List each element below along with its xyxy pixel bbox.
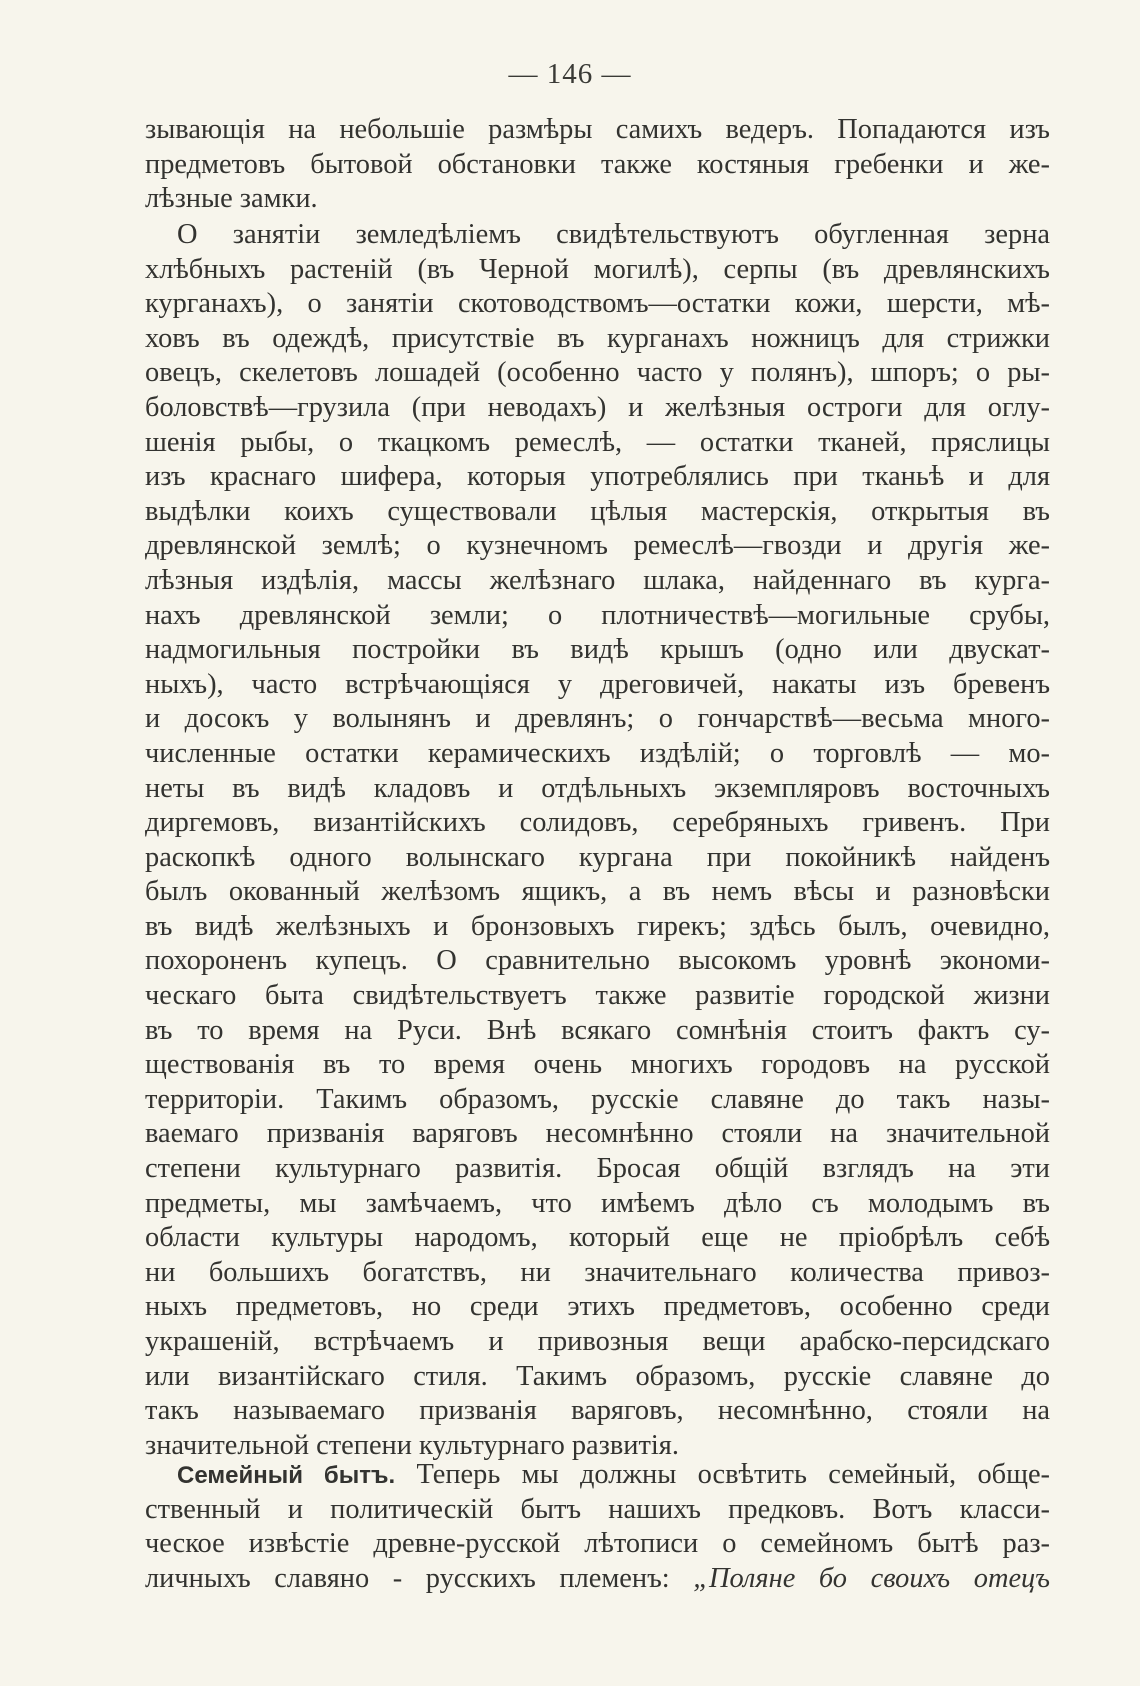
paragraph-line — [145, 1458, 1050, 1493]
paragraph-line: предметы, мы замѣчаемъ, что имѣемъ дѣло съ молодымъ въ — [145, 1187, 1050, 1219]
paragraph-line: въ видѣ желѣзныхъ и бронзовыхъ гирекъ; здѣсь былъ, очевидно, — [145, 910, 1050, 942]
paragraph-line: предметовъ бытовой обстановки также костяныя гребенки и же- — [145, 148, 1050, 180]
paragraph-economy — [145, 218, 1050, 1463]
paragraph-line: и досокъ у волынянъ и древлянъ; о гончарствѣ—весьма много- — [145, 703, 1050, 735]
paragraph-line: диргемовъ, византійскихъ солидовъ, серебряныхъ гривенъ. При — [145, 807, 1050, 839]
paragraph-line: значительной степени культурнаго развитія. — [145, 1429, 679, 1461]
paragraph-line: ществованія въ то время очень многихъ городовъ на русской — [145, 1049, 1050, 1081]
paragraph-line: овецъ, скелетовъ лошадей (особенно часто у полянъ), шпоръ; о ры- — [145, 357, 1050, 389]
paragraph-line — [145, 1562, 1050, 1597]
paragraph-line: хлѣбныхъ растеній (въ Черной могилѣ), серпы (въ древлянскихъ — [145, 253, 1050, 285]
paragraph-line: О занятіи земледѣліемъ свидѣтельствуютъ обугленная зерна — [177, 219, 1050, 250]
paragraph-line: степени культурнаго развитія. Бросая общій взглядъ на эти — [145, 1153, 1050, 1185]
paragraph-line: численные остатки керамическихъ издѣлій; о торговлѣ — мо- — [145, 737, 1050, 769]
paragraph-line: ческаго быта свидѣтельствуетъ также развитіе городской жизни — [145, 980, 1050, 1012]
paragraph-line: былъ окованный желѣзомъ ящикъ, а въ немъ вѣсы и разновѣски — [145, 876, 1050, 908]
paragraph-line: въ то время на Руси. Внѣ всякаго сомнѣнія стоитъ фактъ су- — [145, 1014, 1050, 1046]
paragraph-line: области культуры народомъ, который еще не пріобрѣлъ себѣ — [145, 1222, 1050, 1254]
paragraph-line: ныхъ), часто встрѣчающіяся у дреговичей, накаты изъ бревенъ — [145, 668, 1050, 700]
paragraph-line: ховъ въ одеждѣ, присутствіе въ курганахъ ножницъ для стрижки — [145, 322, 1050, 354]
paragraph-line: шенія рыбы, о ткацкомъ ремеслѣ, — остатки тканей, пряслицы — [145, 426, 1050, 458]
paragraph-line: похороненъ купецъ. О сравнительно высокомъ уровнѣ экономи- — [145, 945, 1050, 977]
paragraph-line: изъ краснаго шифера, которыя употреблялись при тканьѣ и для — [145, 461, 1050, 493]
line-text: личныхъ славяно - русскихъ племенъ: — [145, 1562, 694, 1594]
paragraph-line: курганахъ), о занятіи скотоводствомъ—остатки кожи, шерсти, мѣ- — [145, 288, 1050, 320]
paragraph-line: территоріи. Такимъ образомъ, русскіе славяне до такъ назы- — [145, 1083, 1050, 1115]
paragraph-continuation — [145, 113, 1050, 217]
paragraph-line: нахъ древлянской земли; о плотничествѣ—могильные срубы, — [145, 599, 1050, 631]
paragraph-line: украшеній, встрѣчаемъ и привозныя вещи арабско-персидскаго — [145, 1326, 1050, 1357]
section-heading: Семейный бытъ. — [177, 1462, 396, 1489]
paragraph-line: лѣзныя издѣлія, массы желѣзнаго шлака, найденнаго въ курга- — [145, 564, 1050, 596]
paragraph-line: ственный и политическій бытъ нашихъ предковъ. Вотъ класси- — [145, 1493, 1050, 1525]
line-text: Теперь мы должны освѣтить семейный, обще- — [395, 1459, 1051, 1490]
chronicle-quote: „Поляне бо своихъ отецъ — [693, 1562, 1050, 1594]
paragraph-line: ческое извѣстіе древне-русской лѣтописи о семейномъ бытѣ раз- — [145, 1528, 1050, 1560]
paragraph-family-life — [145, 1458, 1050, 1596]
paragraph-line: боловствѣ—грузила (при неводахъ) и желѣзныя остроги для оглу- — [145, 391, 1050, 423]
paragraph-line: неты въ видѣ кладовъ и отдѣльныхъ экземпляровъ восточныхъ — [145, 772, 1050, 804]
paragraph-line: ваемаго призванія варяговъ несомнѣнно стояли на значительной — [145, 1118, 1050, 1150]
paragraph-line: раскопкѣ одного волынскаго кургана при покойникѣ найденъ — [145, 841, 1050, 873]
paragraph-line: ныхъ предметовъ, но среди этихъ предметовъ, особенно среди — [145, 1291, 1050, 1323]
paragraph-line: ни большихъ богатствъ, ни значительнаго количества привоз- — [145, 1256, 1050, 1288]
paragraph-line: или византійскаго стиля. Такимъ образомъ, русскіе славяне до — [145, 1360, 1050, 1392]
paragraph-line: зывающія на небольшіе размѣры самихъ ведеръ. Попадаются изъ — [145, 114, 1050, 145]
paragraph-line: такъ называемаго призванія варяговъ, несомнѣнно, стояли на — [145, 1395, 1050, 1427]
paragraph-line: надмогильныя постройки въ видѣ крышъ (одно или двускат- — [145, 634, 1050, 666]
paragraph-line: лѣзные замки. — [145, 183, 318, 215]
paragraph-line: выдѣлки коихъ существовали цѣлыя мастерскія, открытыя въ — [145, 495, 1050, 527]
paragraph-line: древлянской землѣ; о кузнечномъ ремеслѣ—гвозди и другія же- — [145, 530, 1050, 562]
page-number: — 146 — — [508, 58, 632, 90]
